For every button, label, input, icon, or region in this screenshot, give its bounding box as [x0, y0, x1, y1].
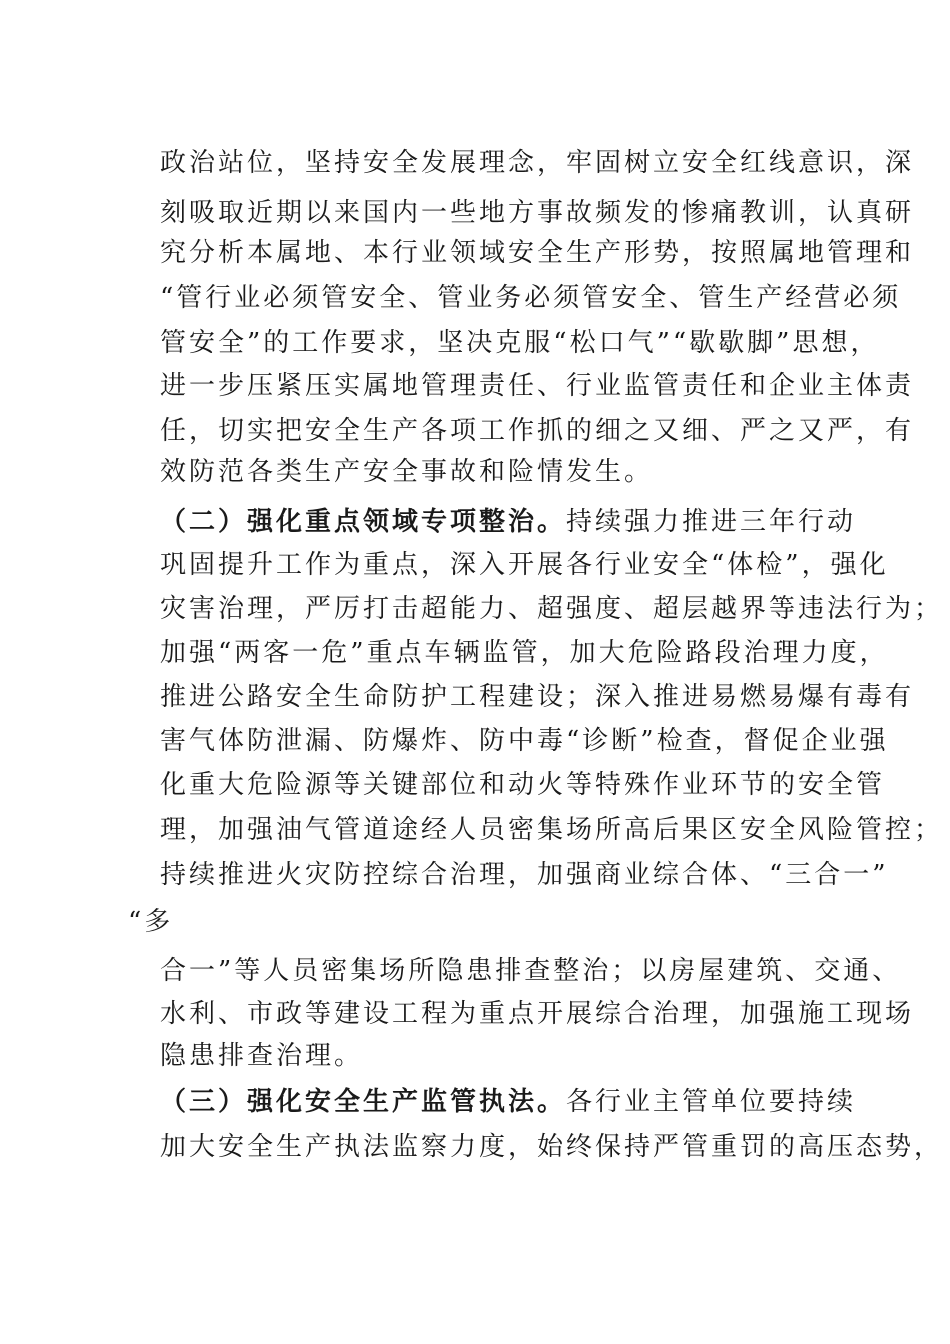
paragraph-line: 刻吸取近期以来国内一些地方事故频发的惨痛教训，认真研: [160, 198, 915, 228]
section-2-first-line: [160, 505, 856, 539]
paragraph-line: 加强“两客一危”重点车辆监管，加大危险路段治理力度，: [160, 638, 889, 668]
paragraph-line: 管安全”的工作要求，坚决克服“松口气”“歇歇脚”思想，: [160, 328, 880, 358]
paragraph-line: 水利、市政等建设工程为重点开展综合治理，加强施工现场: [160, 999, 915, 1029]
section-3-first-line: [160, 1085, 856, 1119]
section-2-heading: （二）强化重点领域专项整治。: [160, 507, 567, 537]
paragraph-line: 害气体防泄漏、防爆炸、防中毒“诊断”检查，督促企业强: [160, 726, 889, 756]
paragraph-line: 持续推进火灾防控综合治理，加强商业综合体、“三合一”: [160, 860, 889, 890]
paragraph-line: 灾害治理，严厉打击超能力、超强度、超层越界等违法行为；: [160, 594, 944, 624]
paragraph-line: 究分析本属地、本行业领域安全生产形势，按照属地管理和: [160, 238, 915, 268]
section-3-lead-text: 各行业主管单位要持续: [566, 1087, 857, 1117]
paragraph-line: 巩固提升工作为重点，深入开展各行业安全“体检”，强化: [160, 550, 889, 580]
section-3-heading: （三）强化安全生产监管执法。: [160, 1087, 567, 1117]
section-2-lead-text: 持续强力推进三年行动: [566, 507, 857, 537]
paragraph-line: 化重大危险源等关键部位和动火等特殊作业环节的安全管: [160, 770, 886, 800]
paragraph-line: 任，切实把安全生产各项工作抓的细之又细、严之又严，有: [160, 416, 915, 446]
paragraph-line: 合一”等人员密集场所隐患排查整治；以房屋建筑、交通、: [160, 956, 902, 986]
paragraph-line: 隐患排查治理。: [160, 1041, 364, 1071]
paragraph-line: “管行业必须管安全、管业务必须管安全、管生产经营必须: [160, 283, 902, 313]
paragraph-line: 推进公路安全生命防护工程建设；深入推进易燃易爆有毒有: [160, 682, 915, 712]
paragraph-line: “多: [128, 907, 174, 937]
paragraph-line: 理，加强油气管道途经人员密集场所高后果区安全风险管控；: [160, 815, 944, 845]
paragraph-line: 政治站位，坚持安全发展理念，牢固树立安全红线意识，深: [160, 148, 915, 178]
paragraph-line: 效防范各类生产安全事故和险情发生。: [160, 457, 654, 487]
paragraph-line: 加大安全生产执法监察力度，始终保持严管重罚的高压态势，: [160, 1132, 944, 1162]
paragraph-line: 进一步压紧压实属地管理责任、行业监管责任和企业主体责: [160, 371, 915, 401]
